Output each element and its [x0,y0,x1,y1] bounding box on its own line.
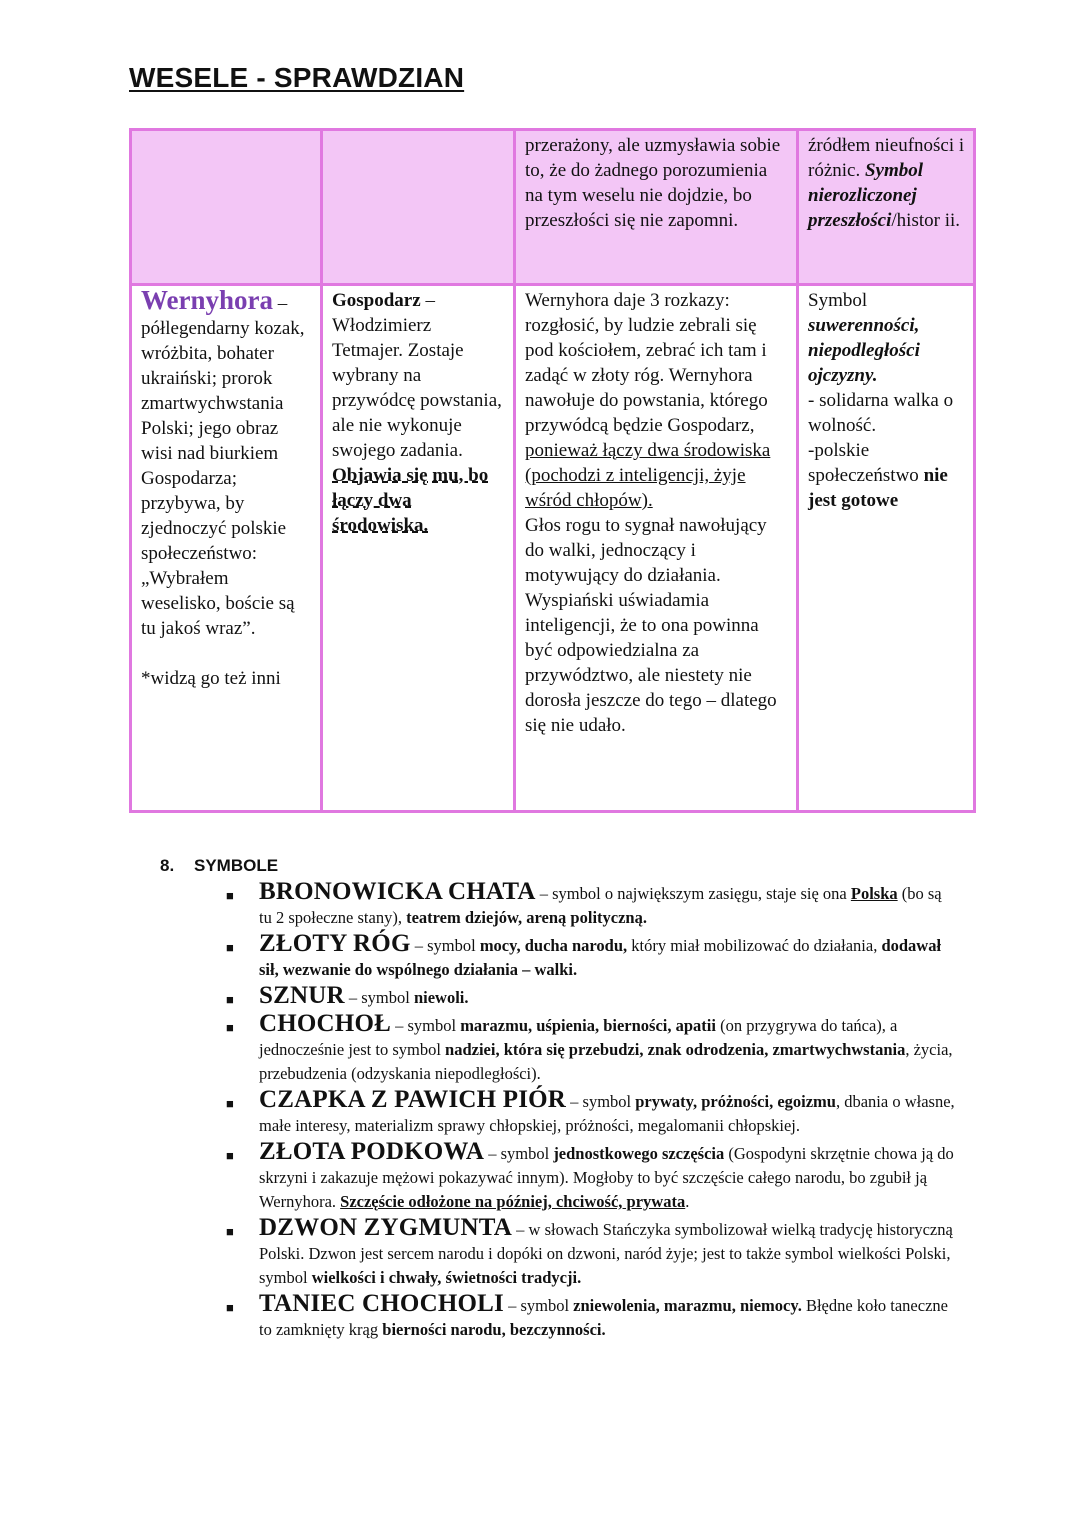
symbol-name: DZWON ZYGMUNTA [259,1214,513,1241]
cell-text: – Włodzimierz Tetmajer. Zostaje wybrany na przywódcę powstania, ale nie wykonuje swojego zadania. [332,290,502,461]
table-cell [515,285,798,812]
cell-text-bold: Gospodarz [332,290,421,311]
symbol-text: który miał mobilizować do działania, [627,936,882,955]
symbol-name: ZŁOTY RÓG [259,930,411,957]
table-row [131,285,975,812]
cell-text: przerażony, ale uzmysławia sobie to, że do żadnego porozumienia na tym weselu nie dojdzie, bo przeszłości się nie zapomni. [525,135,781,231]
list-item [226,880,956,930]
symbol-text-bold: prywaty, próżności, egoizmu [635,1092,836,1111]
symbol-text-bold: marazmu, uśpienia, bierności, apatii [460,1016,716,1035]
symbol-text: . [685,1192,690,1211]
symbol-text-bold: bierności narodu, bezczynności. [382,1320,606,1339]
table-cell [322,285,515,812]
symbol-name: SZNUR [259,982,345,1009]
symbol-text: – symbol [390,1016,461,1035]
cell-text: Głos rogu to sygnał nawołujący do walki, jednoczący i motywujący do działania. [525,515,767,586]
list-item [226,1088,956,1138]
symbol-text-underlined: Szczęście odłożone na później, chciwość, prywata [340,1192,686,1211]
symbol-text: (bo są tu 2 społeczne stany), [259,884,942,927]
cell-text: -polskie społeczeństwo [808,440,924,486]
table-row [131,130,975,285]
symbol-text-bold: wielkości i chwały, świetności tradycji. [311,1268,582,1287]
cell-text-underlined: Objawia się mu, bo łączy dwa środowiska. [332,465,489,536]
symbol-name: TANIEC CHOCHOLI [259,1290,504,1317]
character-name: Wernyhora [141,285,273,315]
list-item [226,1012,956,1086]
symbol-text-bold: nadziei, która się przebudzi, znak odrodzenia, zmartwychwstania [445,1040,906,1059]
cell-note: *widzą go też inni [141,668,281,689]
list-item [226,1292,956,1342]
symbol-name: BRONOWICKA CHATA [259,878,536,905]
symbol-text-bold: dodawał sił, wezwanie do wspólnego działania – walki. [259,936,942,979]
table-cell [798,285,975,812]
table-cell [798,130,975,285]
cell-text-underlined: ponieważ łączy dwa środowiska (pochodzi z inteligencji, żyje wśród chłopów). [525,440,771,511]
symbols-list [226,880,956,1344]
characters-table [129,128,976,813]
table-cell [131,285,322,812]
square-bullet-icon: ■ [226,1020,234,1035]
symbol-text-bold: zniewolenia, marazmu, niemocy. [573,1296,802,1315]
symbol-name: CZAPKA Z PAWICH PIÓR [259,1086,567,1113]
cell-text: - solidarna walka o wolność. [808,390,954,436]
section-title: SYMBOLE [194,856,279,875]
list-item [226,984,956,1010]
symbol-text-underlined: Polska [850,884,898,903]
square-bullet-icon: ■ [226,888,234,903]
square-bullet-icon: ■ [226,1224,234,1239]
symbol-text: , dbania o własne, małe interesy, materializm sprawy chłopskiej, próżności, megalomanii chłopskiej. [259,1092,955,1135]
symbol-text: – symbol [484,1144,554,1163]
cell-text-bold: Symbol nierozliczonej przeszłości [808,160,924,231]
table-cell [322,130,515,285]
square-bullet-icon: ■ [226,1300,234,1315]
symbol-text-bold: niewoli. [413,988,469,1007]
symbol-text: (on przygrywa do tańca), a jednocześnie jest to symbol [259,1016,898,1059]
symbol-text: – symbol [566,1092,636,1111]
table-cell [131,130,322,285]
cell-text: Symbol [808,290,868,311]
symbol-text-bold: jednostkowego szczęścia [553,1144,725,1163]
square-bullet-icon: ■ [226,992,234,1007]
square-bullet-icon: ■ [226,1096,234,1111]
cell-text: /histor ii. [891,210,961,231]
page-title: WESELE - SPRAWDZIAN [129,62,465,93]
symbol-text: Błędne koło taneczne to zamknięty krąg [259,1296,948,1339]
symbol-text: – w słowach Stańczyka symbolizował wielką tradycję historyczną Polski. Dzwon jest sercem narodu i dopóki on dzwoni, naród żyje; jest to także symbol wielkości Polski, symbol [259,1220,953,1287]
cell-text-bold: suwerenności, niepodległości ojczyzny. [808,315,920,386]
list-item [226,932,956,982]
symbol-name: ZŁOTA PODKOWA [259,1138,485,1165]
section-number: 8. [160,856,175,875]
cell-text: – półlegendarny kozak, wróżbita, bohater ukraiński; prorok zmartwychwstania Polski; jego obraz wisi nad biurkiem Gospodarza; przybywa, by zjednoczyć polskie społeczeństwo: „Wybrałem weselisko, boście są tu jakoś wraz”. [141,293,305,639]
cell-text: Wyspiański uświadamia inteligencji, że to ona powinna być odpowiedzialna za przywództwo, ale niestety nie dorosła jeszcze do tego – dlatego się nie udało. [525,590,777,736]
symbol-text: – symbol o największym zasięgu, staje się ona [535,884,851,903]
symbol-text: – symbol [410,936,480,955]
symbol-text-bold: teatrem dziejów, areną polityczną. [406,908,647,927]
table-cell [515,130,798,285]
symbol-text-bold: mocy, ducha narodu, [479,936,628,955]
cell-text: Wernyhora daje 3 rozkazy: rozgłosić, by ludzie zebrali się pod kościołem, zebrać ich tam i zadąć w złoty róg. Wernyhora nawołuje do powstania, którego przywódcą będzie Gospodarz, [525,290,768,436]
cell-text-bold: nie jest gotowe [808,465,948,511]
list-item [226,1216,956,1290]
symbol-text: (Gospodyni skrzętnie chowa ją do skrzyni i zakazuje mężowi pokazywać innym). Mogłoby to być szczęście całego narodu, bo zgubił ją Wernyhora. [259,1144,954,1211]
symbol-name: CHOCHOŁ [259,1010,391,1037]
list-item [226,1140,956,1214]
cell-text: źródłem nieufności i różnic. [808,135,965,181]
square-bullet-icon: ■ [226,940,234,955]
square-bullet-icon: ■ [226,1148,234,1163]
symbol-text: – symbol [503,1296,574,1315]
section-heading [160,856,278,876]
symbol-text: – symbol [344,988,414,1007]
symbol-text: , życia, przebudzenia (odzyskania niepodległości). [259,1040,953,1083]
